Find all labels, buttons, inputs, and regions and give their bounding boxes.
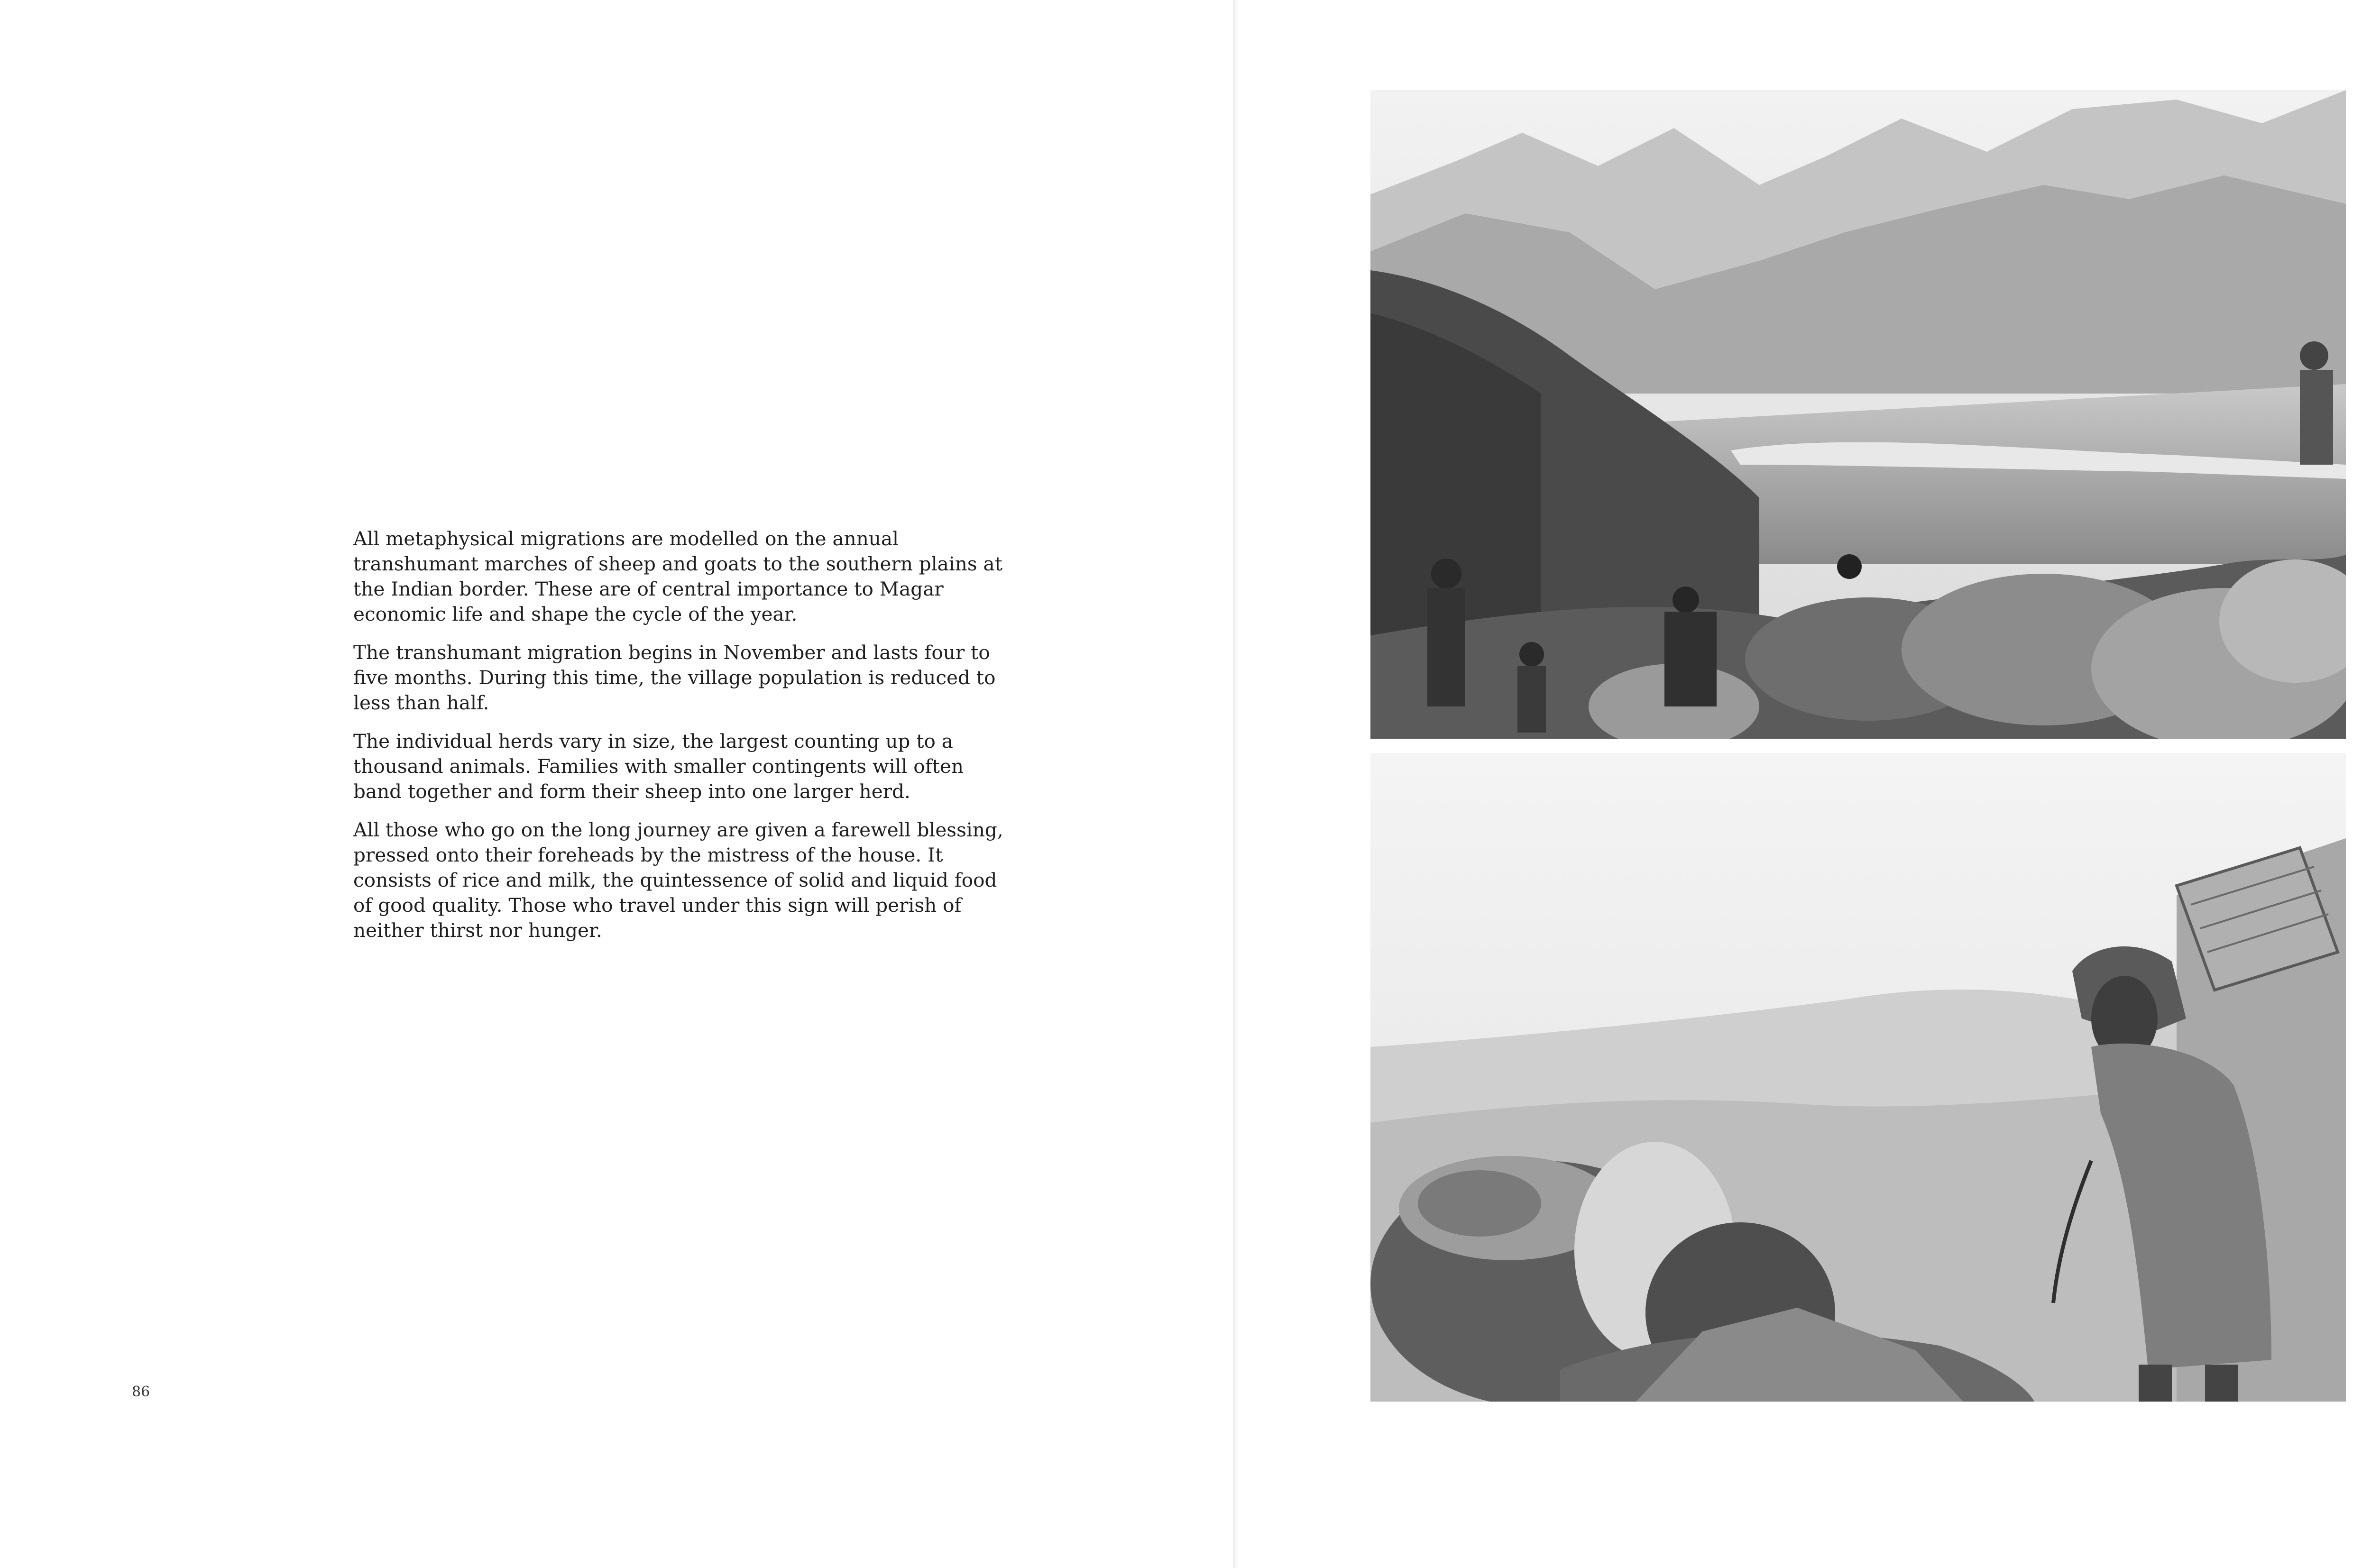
photo-herders-valley [1370,90,2346,739]
paragraph-2: The transhumant migration begins in November and lasts four to five months. During this time, the village population is reduced to less than half. [353,641,996,714]
photo-porter-sheep [1370,753,2346,1402]
herders-valley-image [1370,90,2346,739]
paragraph-1: All metaphysical migrations are modelled on the annual transhumant marches of sheep and goats to the southern plains at the Indian border. These are of central importance to Magar economic life and shape the cycle of the year. [353,527,1002,625]
page-number: 86 [132,1384,150,1400]
porter-sheep-image [1370,753,2346,1402]
gutter [1233,0,1238,1568]
paragraph-4: All those who go on the long journey are given a farewell blessing, pressed onto their foreheads by the mistress of the house. It consists of rice and milk, the quintessence of solid and liquid food of good quality. Those who travel under this sign will perish of neither thirst nor hunger. [353,818,1003,942]
body-text [353,526,1017,956]
paragraph-3: The individual herds vary in size, the largest counting up to a thousand animals. Families with smaller contingents will often band together and form their sheep into one larger herd. [353,730,964,803]
